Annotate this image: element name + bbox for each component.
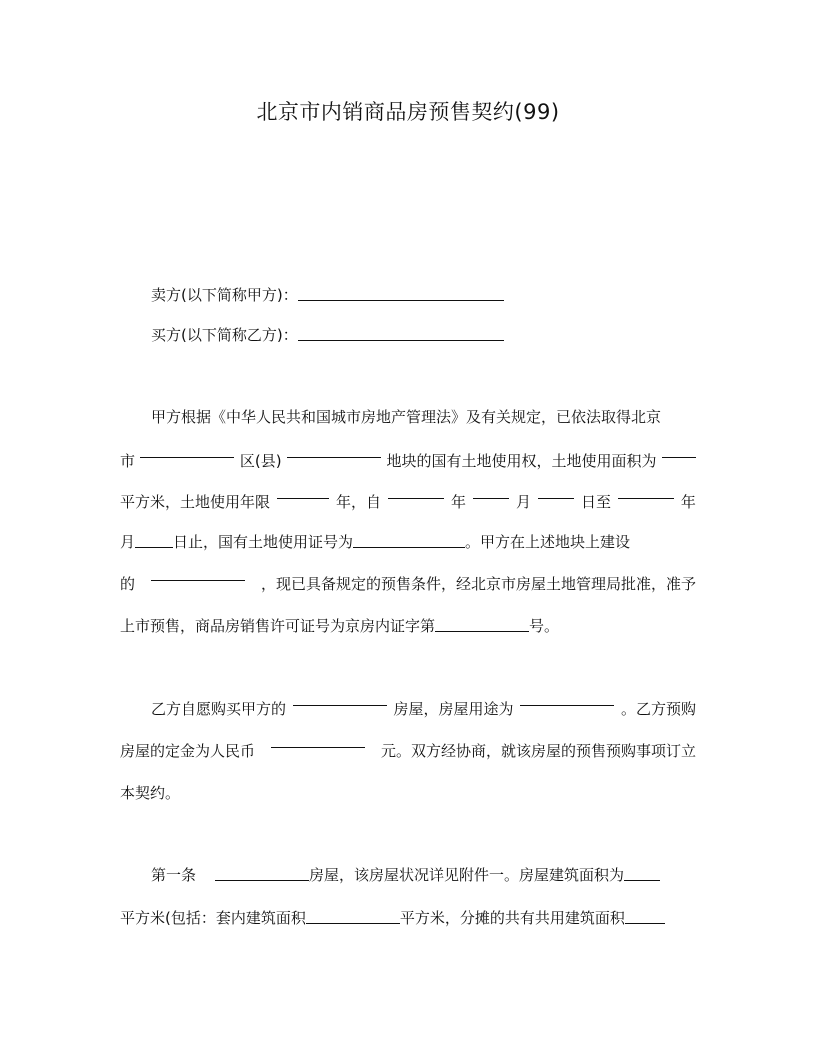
para1-text: 的 [120, 575, 136, 593]
para2-text: 乙方自愿购买甲方的 [151, 700, 287, 718]
para1-text: 月 [515, 493, 531, 511]
project-name-blank[interactable] [151, 563, 245, 581]
end-month-blank[interactable] [135, 530, 173, 548]
building-area-blank[interactable] [624, 863, 660, 881]
para1-text: 。甲方在上述地块上建设 [465, 533, 631, 551]
seller-blank[interactable] [298, 283, 504, 301]
land-term-blank[interactable] [277, 481, 329, 499]
start-year-blank[interactable] [388, 481, 444, 499]
para1-text: 月 [120, 533, 136, 551]
buyer-blank[interactable] [298, 323, 504, 341]
para1-text: 日止，国有土地使用证号为 [173, 533, 354, 551]
para1-text: 区(县) [239, 452, 282, 470]
house-use-blank[interactable] [520, 688, 614, 706]
end-year-blank[interactable] [618, 481, 674, 499]
para2-text: 房屋的定金为人民币 [120, 742, 256, 760]
seller-label: 卖方(以下简称甲方)： [151, 286, 298, 304]
para1-text: ，现已具备规定的预售条件，经北京市房屋土地管理局批准，准予 [260, 575, 696, 593]
para1-line5 [120, 563, 696, 605]
shared-area-blank[interactable] [625, 906, 665, 924]
para1-text: 甲方根据《中华人民共和国城市房地产管理法》及有关规定，已依法取得北京 [151, 408, 662, 426]
inner-area-blank[interactable] [306, 906, 400, 924]
buyer-label: 买方(以下简称乙方)： [151, 326, 298, 344]
land-area-blank[interactable] [662, 440, 696, 458]
article1-text: 平方米(包括：套内建筑面积 [120, 909, 306, 927]
article1-line2 [120, 897, 696, 939]
para1-text: 年 [450, 493, 466, 511]
sales-permit-blank[interactable] [435, 614, 529, 632]
para2-line3 [120, 772, 696, 814]
para1-text: 上市预售，商品房销售许可证号为京房内证字第 [120, 617, 436, 635]
seller-line [151, 274, 696, 316]
para2-text: 本契约。 [120, 784, 181, 802]
para2-text: 房屋，房屋用途为 [393, 700, 514, 718]
house-name-blank[interactable] [293, 688, 387, 706]
para1-line1 [151, 396, 696, 438]
para1-text: 平方米，土地使用年限 [120, 493, 271, 511]
start-month-blank[interactable] [473, 481, 509, 499]
para1-text: 地块的国有土地使用权，土地使用面积为 [386, 452, 657, 470]
para2-text: 元。双方经协商，就该房屋的预售预购事项订立 [380, 742, 696, 760]
start-day-blank[interactable] [538, 481, 574, 499]
para1-text: 年 [680, 493, 696, 511]
para2-line2 [120, 730, 696, 772]
article1-text: 房屋，该房屋状况详见附件一。房屋建筑面积为 [309, 866, 625, 884]
article1-text: 平方米，分摊的共有共用建筑面积 [399, 909, 625, 927]
para1-text: 日至 [580, 493, 611, 511]
para2-line1 [151, 688, 696, 730]
article1-house-blank[interactable] [215, 863, 309, 881]
buyer-line [151, 314, 696, 356]
para1-text: 年，自 [335, 493, 381, 511]
page-title: 北京市内销商品房预售契约(99) [256, 100, 560, 124]
plot-blank[interactable] [287, 440, 381, 458]
para2-text: 。乙方预购 [620, 700, 696, 718]
para1-line4 [120, 521, 696, 563]
para1-line2 [120, 440, 696, 482]
para1-text: 市 [120, 452, 136, 470]
article1-line1 [151, 854, 696, 896]
para1-text: 号。 [529, 617, 560, 635]
district-blank[interactable] [140, 440, 234, 458]
para1-line6 [120, 605, 696, 647]
article-number: 第一条 [151, 866, 197, 884]
land-cert-blank[interactable] [353, 530, 465, 548]
deposit-blank[interactable] [271, 730, 365, 748]
para1-line3 [120, 481, 696, 523]
